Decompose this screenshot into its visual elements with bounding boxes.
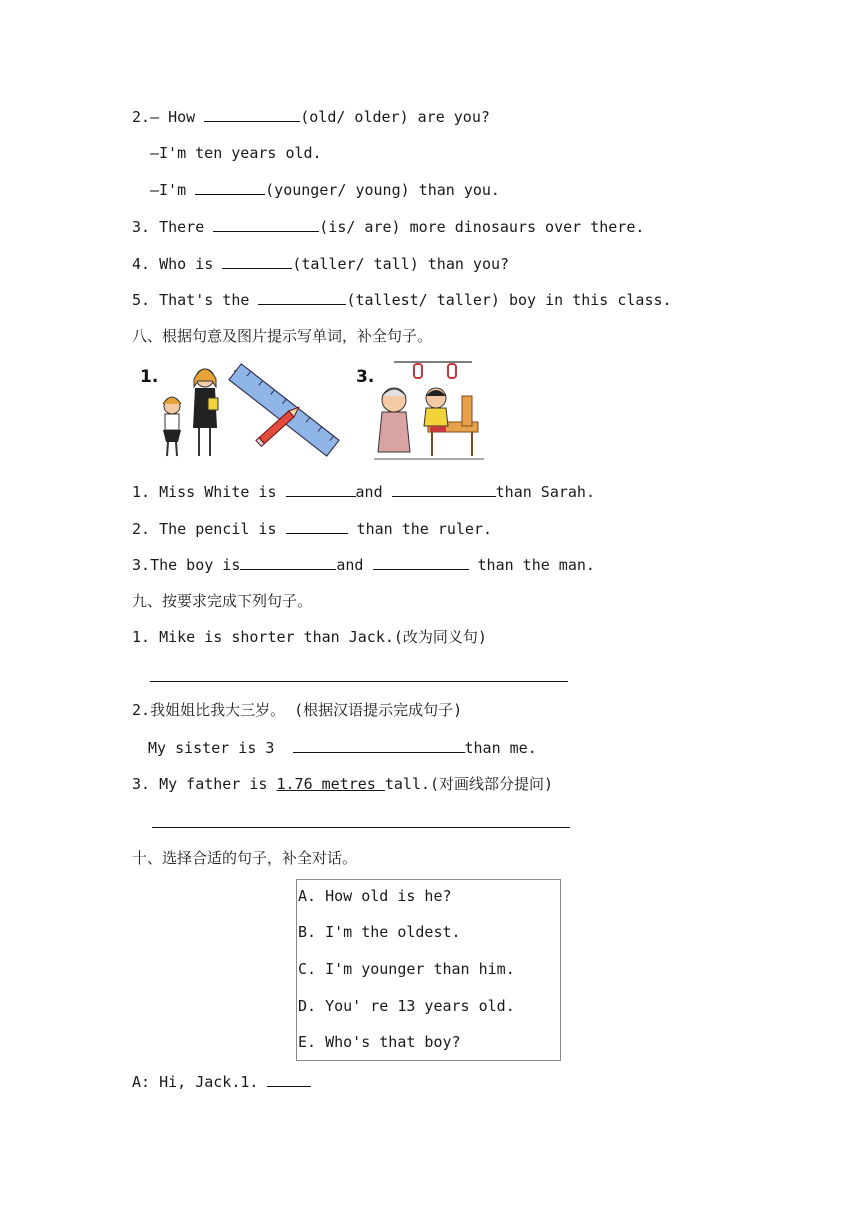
answer-blank[interactable]	[222, 253, 292, 269]
question-text: That's the	[159, 291, 250, 309]
q9-3-line	[132, 774, 553, 794]
question-text: than you?	[427, 255, 510, 273]
answer-blank[interactable]	[213, 216, 319, 232]
word-hint: (tallest/ taller)	[346, 291, 500, 309]
question-text: How	[168, 108, 196, 126]
question-text: than the ruler.	[356, 520, 493, 538]
choice-letter: E.	[298, 1033, 317, 1051]
question-text: 我姐姐比我大三岁。 (根据汉语提示完成句子)	[150, 701, 463, 719]
girl-and-woman-picture	[163, 369, 218, 456]
choice-text: Who's that boy?	[325, 1033, 461, 1051]
answer-blank[interactable]	[240, 554, 336, 570]
answer-blank[interactable]	[267, 1071, 311, 1087]
choice-letter: C.	[298, 960, 317, 978]
question-text: Mike is shorter than Jack.(改为同义句)	[159, 628, 487, 646]
picture-strip	[132, 360, 492, 465]
word-hint: (old/ older)	[300, 108, 409, 126]
q7-3-line	[132, 216, 644, 237]
question-number: 1.	[132, 483, 151, 501]
q8-2-line	[132, 518, 492, 539]
section-9-heading: 九、按要求完成下列句子。	[132, 592, 313, 610]
word-hint: (is/ are)	[319, 218, 401, 236]
question-text: My sister is 3	[148, 739, 275, 757]
choice-text: I'm younger than him.	[325, 960, 515, 978]
picture-label-1: 1.	[140, 367, 159, 387]
question-number: 4.	[132, 255, 151, 273]
q7-5-line	[132, 289, 672, 310]
answer-blank[interactable]	[373, 554, 469, 570]
dash: —	[150, 108, 160, 126]
question-text: Miss White is	[159, 483, 277, 501]
question-number: 3.	[132, 218, 151, 236]
underlined-phrase: 1.76 metres	[276, 775, 385, 793]
choice-text: I'm the oldest.	[325, 923, 461, 941]
question-number: 2.	[132, 108, 151, 126]
choice-letter: B.	[298, 923, 317, 941]
question-number: 2.	[132, 520, 151, 538]
q7-2-reply2	[150, 179, 500, 200]
question-text: —I'm	[150, 181, 187, 199]
question-text: The boy is	[150, 556, 241, 574]
q8-3-line	[132, 554, 595, 575]
choice-a	[298, 886, 452, 906]
choice-text: You' re 13 years old.	[325, 997, 515, 1015]
question-text: more dinosaurs over there.	[409, 218, 645, 236]
choice-letter: D.	[298, 997, 317, 1015]
question-text: boy in this class.	[509, 291, 672, 309]
q7-2-reply1: —I'm ten years old.	[150, 144, 322, 162]
choice-c	[298, 959, 515, 979]
q7-2-line	[132, 106, 490, 127]
choice-letter: A.	[298, 887, 317, 905]
question-number: 2.	[132, 701, 151, 719]
q7-4-line	[132, 253, 509, 274]
choice-text: How old is he?	[325, 887, 452, 905]
section-8-heading: 八、根据句意及图片提示写单词，补全句子。	[132, 327, 433, 345]
q9-2-prompt	[148, 737, 537, 758]
question-text: than me.	[464, 739, 537, 757]
choice-box	[296, 879, 561, 1061]
boy-and-man-on-bus-picture	[374, 362, 484, 459]
question-text: than the man.	[477, 556, 595, 574]
answer-line[interactable]	[150, 681, 568, 682]
question-text: than Sarah.	[495, 483, 595, 501]
picture-label-3: 3.	[356, 367, 375, 387]
question-text: There	[159, 218, 205, 236]
question-text: tall.(对画线部分提问)	[384, 775, 554, 793]
q9-1-line	[132, 627, 487, 647]
question-text: are you?	[417, 108, 490, 126]
question-text: and	[336, 556, 364, 574]
answer-blank[interactable]	[204, 106, 300, 122]
answer-blank[interactable]	[286, 518, 348, 534]
question-text: My father is	[159, 775, 268, 793]
section-10-heading: 十、选择合适的句子，补全对话。	[132, 849, 358, 867]
question-number: 3.	[132, 556, 151, 574]
question-number: 5.	[132, 291, 151, 309]
question-text: and	[355, 483, 383, 501]
question-number: 1.	[132, 628, 151, 646]
dialogue-text: A: Hi, Jack.1.	[132, 1073, 259, 1091]
answer-blank[interactable]	[392, 481, 496, 497]
word-hint: (younger/ young)	[265, 181, 410, 199]
choice-d	[298, 996, 515, 1016]
answer-blank[interactable]	[195, 179, 265, 195]
answer-line[interactable]	[152, 827, 570, 828]
picture-illustrations	[132, 360, 492, 465]
dialogue-line-1	[132, 1071, 311, 1092]
question-text: Who is	[159, 255, 214, 273]
answer-blank[interactable]	[286, 481, 356, 497]
question-text: The pencil is	[159, 520, 277, 538]
q9-2-line	[132, 700, 462, 720]
answer-blank[interactable]	[258, 289, 346, 305]
question-number: 3.	[132, 775, 151, 793]
answer-blank[interactable]	[293, 737, 465, 753]
choice-e	[298, 1032, 461, 1052]
choice-b	[298, 922, 461, 942]
ruler-and-pencil-picture	[229, 364, 339, 456]
q8-1-line	[132, 481, 595, 502]
word-hint: (taller/ tall)	[292, 255, 419, 273]
question-text: than you.	[418, 181, 500, 199]
